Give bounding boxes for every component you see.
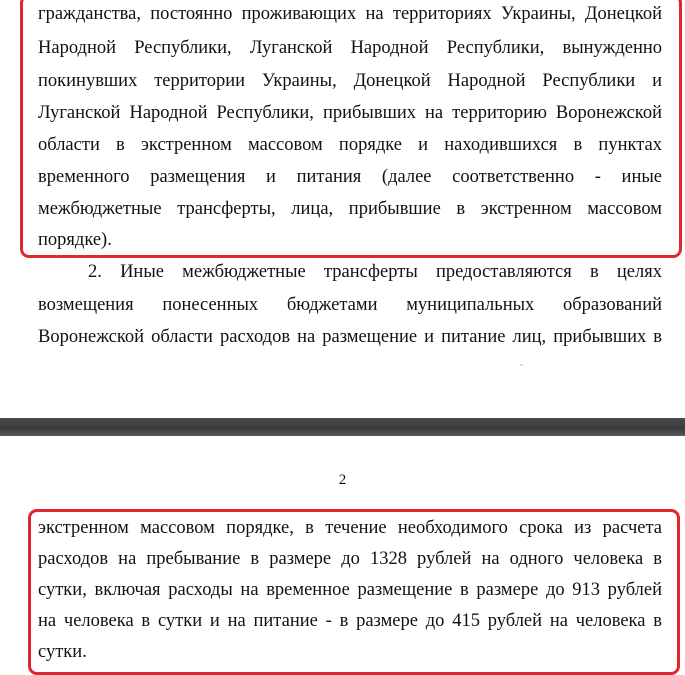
text-line: расходов на пребывание в размере до 1328 рублей на одного человека в	[38, 549, 662, 569]
scan-speck	[520, 364, 523, 366]
text-line: на человека в сутки и на питание - в размере до 415 рублей на человека в	[38, 611, 662, 631]
text-line: Луганской Народной Республики, прибывших на территорию Воронежской	[38, 103, 662, 123]
text-line: порядке).	[38, 230, 112, 250]
paragraph-2-line: 2. Иные межбюджетные трансферты предоставляются в целях	[88, 262, 662, 282]
page-number: 2	[338, 472, 347, 488]
text-line: покинувших территории Украины, Донецкой Народной Республики и	[38, 71, 662, 91]
text-line: временного размещения и питания (далее соответственно - иные	[38, 167, 662, 187]
text-line: сутки, включая расходы на временное размещение в размере до 913 рублей	[38, 580, 662, 600]
paragraph-2-line: Воронежской области расходов на размещение и питание лиц, прибывших в	[38, 327, 662, 347]
page-separator	[0, 418, 685, 436]
paragraph-2-line: возмещения понесенных бюджетами муниципальных образований	[38, 295, 662, 315]
text-line: экстренном массовом порядке, в течение необходимого срока из расчета	[38, 518, 662, 538]
text-line: области в экстренном массовом порядке и находившихся в пунктах	[38, 135, 662, 155]
text-line: гражданства, постоянно проживающих на территориях Украины, Донецкой	[38, 4, 662, 24]
text-line: межбюджетные трансферты, лица, прибывшие в экстренном массовом	[38, 199, 662, 219]
text-line: Народной Республики, Луганской Народной Республики, вынужденно	[38, 38, 662, 58]
text-line: сутки.	[38, 642, 87, 662]
document-page-2	[0, 436, 685, 675]
